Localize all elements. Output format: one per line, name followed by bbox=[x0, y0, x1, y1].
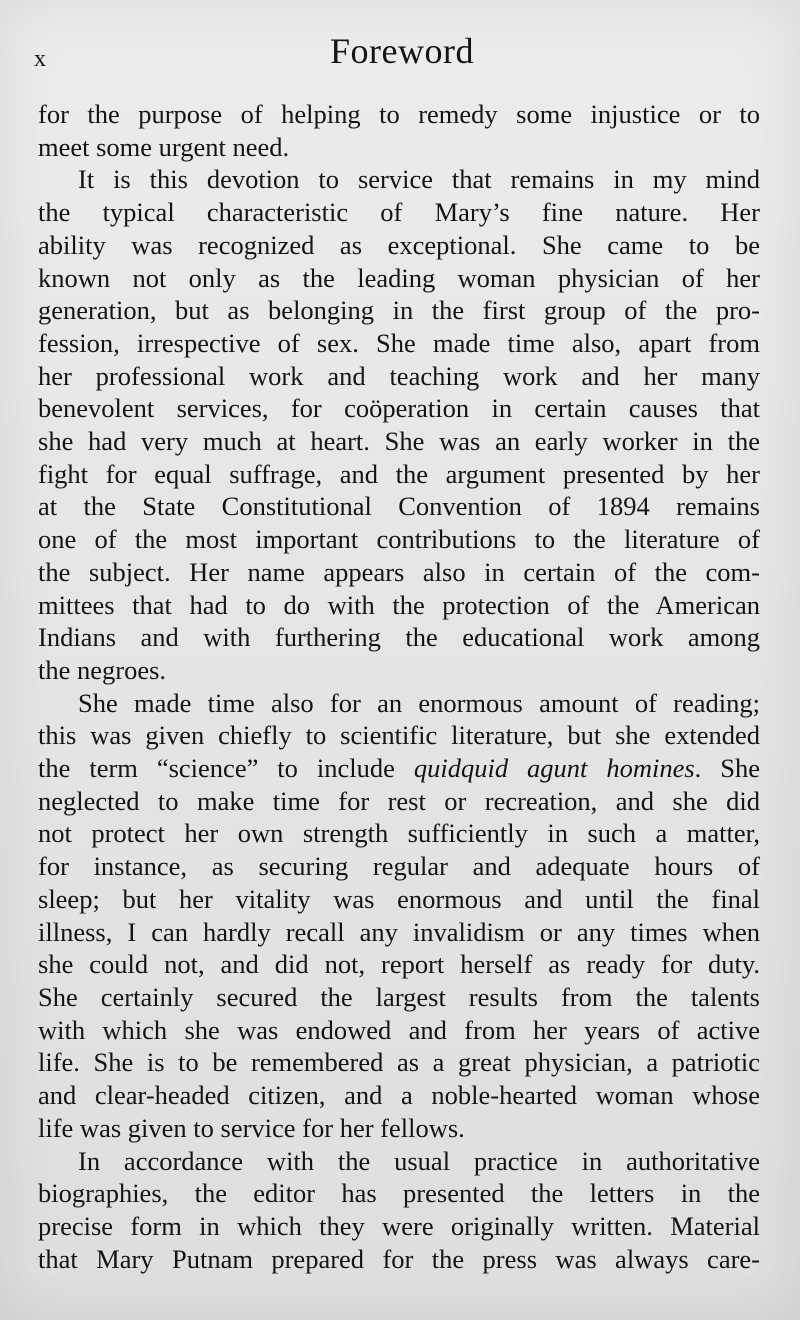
page-number: x bbox=[34, 46, 47, 72]
text-line: mittees that had to do with the protection of the American bbox=[38, 589, 760, 620]
line-segment: . She bbox=[694, 753, 761, 784]
text-line: meet some urgent need. bbox=[38, 131, 290, 162]
text-line: that Mary Putnam prepared for the press was always care- bbox=[38, 1243, 760, 1274]
text-line: fight for equal suffrage, and the argument presented by her bbox=[38, 458, 760, 489]
running-title: Foreword bbox=[330, 31, 474, 71]
text-line: generation, but as belonging in the first group of the pro- bbox=[38, 295, 760, 326]
text-line: at the State Constitutional Convention of 1894 remains bbox=[38, 491, 760, 522]
text-line: she had very much at heart. She was an early worker in the bbox=[38, 426, 760, 457]
text-line: neglected to make time for rest or recreation, and she did bbox=[38, 785, 760, 816]
text-line: one of the most important contributions to the literature of bbox=[38, 524, 760, 555]
text-line: her professional work and teaching work and her many bbox=[38, 360, 760, 391]
text-line: ability was recognized as exceptional. She came to be bbox=[38, 229, 760, 260]
text-line: precise form in which they were originally written. Material bbox=[38, 1210, 760, 1241]
paragraph-1 bbox=[38, 98, 760, 163]
text-line-with-italic bbox=[38, 752, 760, 785]
text-line: not protect her own strength sufficiently in such a matter, bbox=[38, 818, 760, 849]
text-line: for the purpose of helping to remedy some injustice or to bbox=[38, 99, 760, 129]
italic-phrase: quidquid agunt homines bbox=[413, 753, 695, 784]
text-line: she could not, and did not, report herself as ready for duty. bbox=[38, 949, 760, 980]
text-line: and clear-headed citizen, and a noble-hearted woman whose bbox=[38, 1080, 760, 1111]
text-line: illness, I can hardly recall any invalidism or any times when bbox=[38, 916, 760, 947]
text-line: It is this devotion to service that remains in my mind bbox=[78, 164, 760, 195]
text-line: fession, irrespective of sex. She made time also, apart from bbox=[38, 327, 760, 358]
text-line: sleep; but her vitality was enormous and until the final bbox=[38, 883, 760, 914]
page-header bbox=[34, 28, 770, 78]
text-line: the typical characteristic of Mary’s fine nature. Her bbox=[38, 197, 760, 228]
line-segment: the term “science” to include bbox=[38, 753, 414, 784]
text-line: this was given chiefly to scientific literature, but she extended bbox=[38, 720, 760, 751]
text-line: life. She is to be remembered as a great physician, a patriotic bbox=[38, 1047, 760, 1078]
text-line: the subject. Her name appears also in certain of the com- bbox=[38, 556, 760, 587]
text-line: In accordance with the usual practice in authoritative bbox=[78, 1145, 760, 1176]
text-line: with which she was endowed and from her years of active bbox=[38, 1014, 760, 1045]
text-line: the negroes. bbox=[38, 654, 167, 685]
text-line: She certainly secured the largest results from the talents bbox=[38, 981, 760, 1012]
paragraph-2 bbox=[38, 163, 760, 686]
text-line: She made time also for an enormous amount of reading; bbox=[78, 687, 760, 718]
text-line: life was given to service for her fellows. bbox=[38, 1112, 465, 1143]
text-line: biographies, the editor has presented the letters in the bbox=[38, 1178, 760, 1209]
body-text bbox=[38, 98, 760, 1275]
text-line: for instance, as securing regular and adequate hours of bbox=[38, 851, 760, 882]
text-line: known not only as the leading woman physician of her bbox=[38, 262, 760, 293]
text-line: benevolent services, for coöperation in certain causes that bbox=[38, 393, 760, 424]
paragraph-3 bbox=[38, 687, 760, 1145]
paragraph-4 bbox=[38, 1145, 760, 1276]
text-line: Indians and with furthering the educational work among bbox=[38, 622, 760, 653]
